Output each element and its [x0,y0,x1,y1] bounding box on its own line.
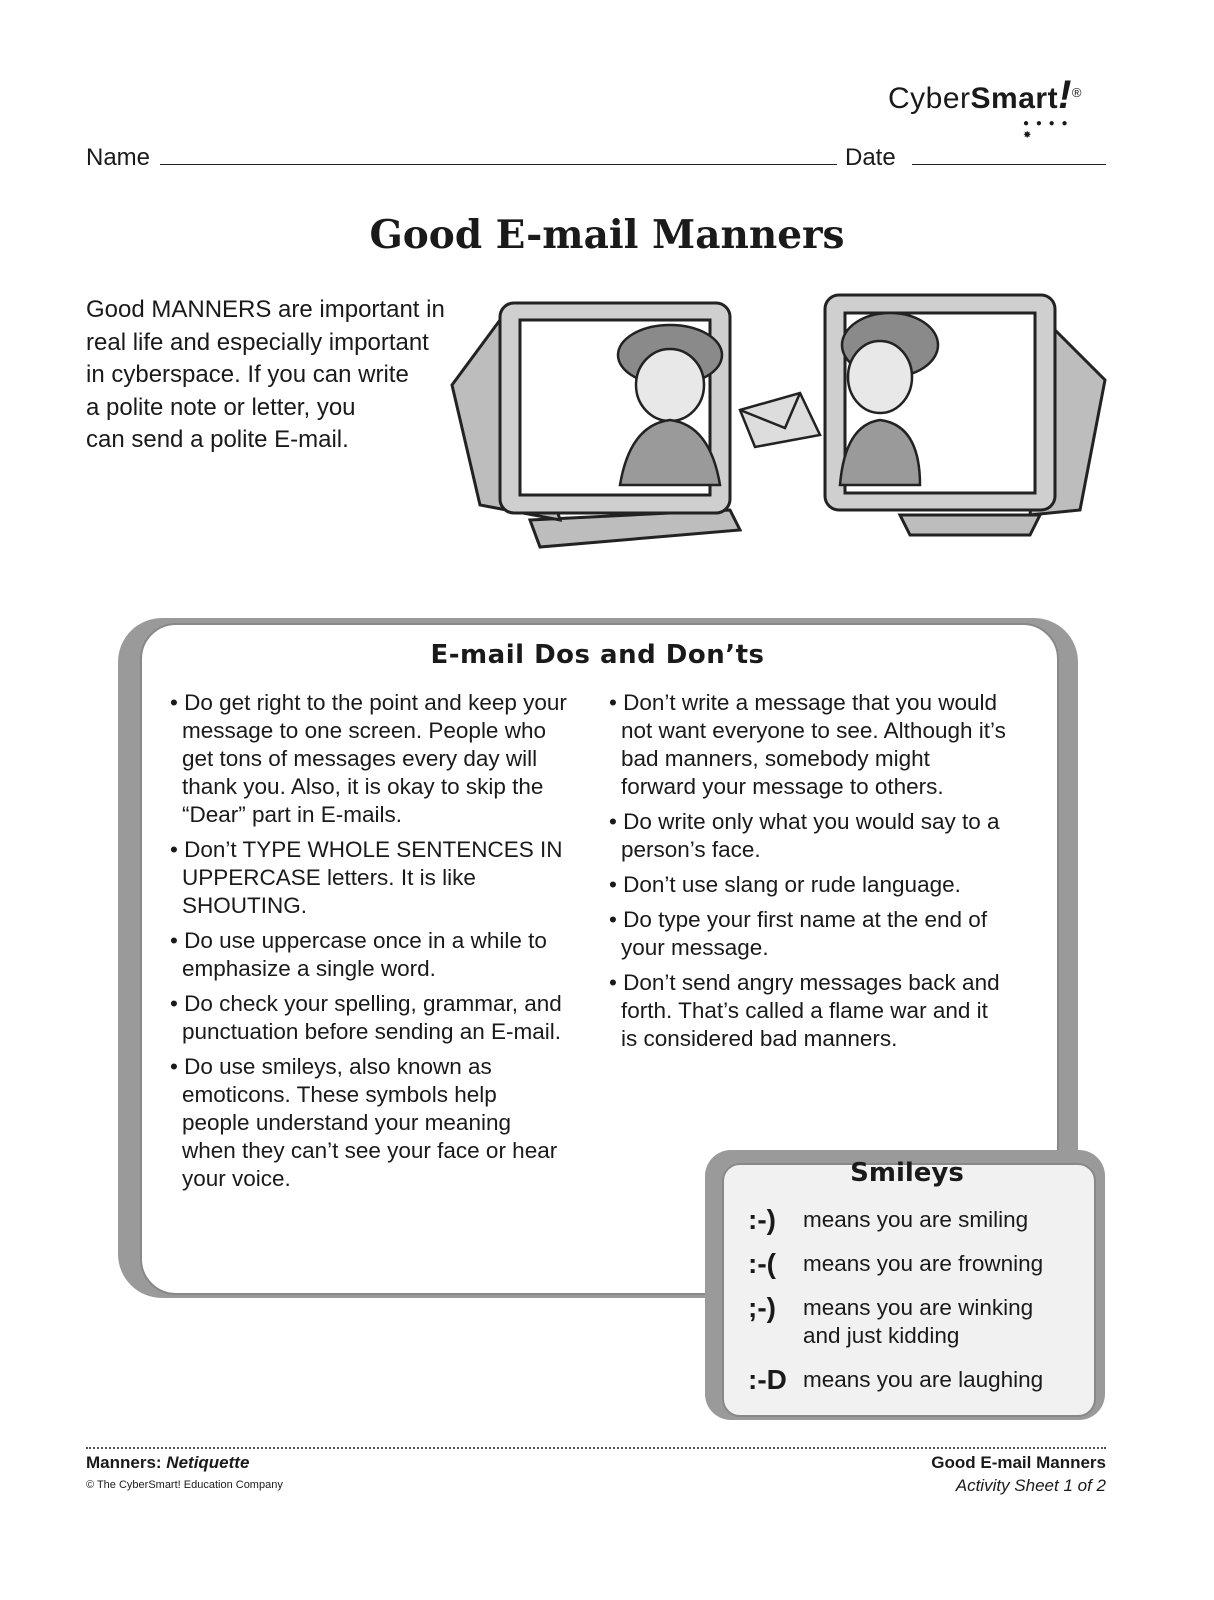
smiley-row [748,1294,1073,1350]
dos-donts-left-column [170,689,570,1200]
dos-donts-right-column [609,689,1009,1060]
tip-item: • Don’t use slang or rude language. [609,872,961,897]
dos-donts-title: E-mail Dos and Don’ts [430,640,765,670]
smiley-meaning: means you are smiling [803,1207,1029,1232]
smiley-symbol: :-( [748,1248,776,1279]
smiley-row [748,1206,1028,1234]
smiley-meaning: means you are winking and just kidding [803,1295,1034,1348]
smiley-row [748,1366,1043,1394]
intro-line: in cyberspace. If you can write [86,361,409,388]
intro-line: a polite note or letter, you [86,393,356,421]
tip-item: • Do check your spelling, grammar, and punctuation before sending an E-mail. [170,991,562,1044]
tip-item: • Do get right to the point and keep your message to one screen. People who get tons of messages every day will thank you. Also, it is okay to skip the “Dear” part in E-mails. [170,690,567,827]
smiley-meaning: means you are frowning [803,1251,1044,1276]
footer-topic-name: Netiquette [166,1453,250,1472]
footer-sheet-number: Activity Sheet 1 of 2 [955,1476,1106,1495]
footer-topic-label: Manners: [86,1453,167,1472]
smiley-row [748,1250,1043,1278]
tip-item: • Do use uppercase once in a while to emphasize a single word. [170,928,547,981]
name-label: Name [86,144,151,171]
date-label: Date [845,144,896,171]
logo-text: Cyber [888,82,971,115]
smiley-symbol: ;-) [748,1292,776,1323]
intro-line: Good MANNERS are important in [86,296,445,323]
smiley-symbol: :-) [748,1204,776,1235]
tip-item: • Do type your first name at the end of your message. [609,907,988,960]
smiley-symbol: :-D [748,1364,787,1395]
smiley-meaning: means you are laughing [803,1367,1044,1392]
tip-item: • Don’t write a message that you would not want everyone to see. Although it’s bad manners, somebody might forward your message to others. [609,690,1006,799]
tip-item: • Do write only what you would say to a person’s face. [609,809,1000,862]
tip-item: • Don’t TYPE WHOLE SENTENCES IN UPPERCASE letters. It is like SHOUTING. [170,837,563,918]
tip-item: • Do use smileys, also known as emoticons. These symbols help people understand your meaning when they can’t see your face or hear your voice. [170,1054,558,1191]
footer-divider [86,1447,1106,1449]
intro-line: real life and especially important [86,328,429,356]
logo-dots-icon: ● ● ● ● ✸ [1023,118,1070,141]
footer-topic [86,1453,249,1472]
name-field[interactable] [160,164,837,165]
cybersmart-logo [888,70,1082,141]
logo-bang: ! [1058,73,1072,117]
footer-copyright: © The CyberSmart! Education Company [86,1479,283,1491]
tip-item: • Don’t send angry messages back and forth. That’s called a flame war and it is considered bad manners. [609,970,1000,1051]
footer-sheet-title: Good E-mail Manners [931,1453,1106,1472]
logo-text-bold: Smart [970,82,1059,115]
logo-registered: ® [1071,85,1082,100]
smileys-title: Smileys [850,1158,964,1188]
intro-line: can send a polite E-mail. [86,426,349,453]
page-title: Good E-mail Manners [369,212,845,258]
date-field[interactable] [912,164,1106,165]
kids-exchanging-email-illustration [440,285,1110,555]
